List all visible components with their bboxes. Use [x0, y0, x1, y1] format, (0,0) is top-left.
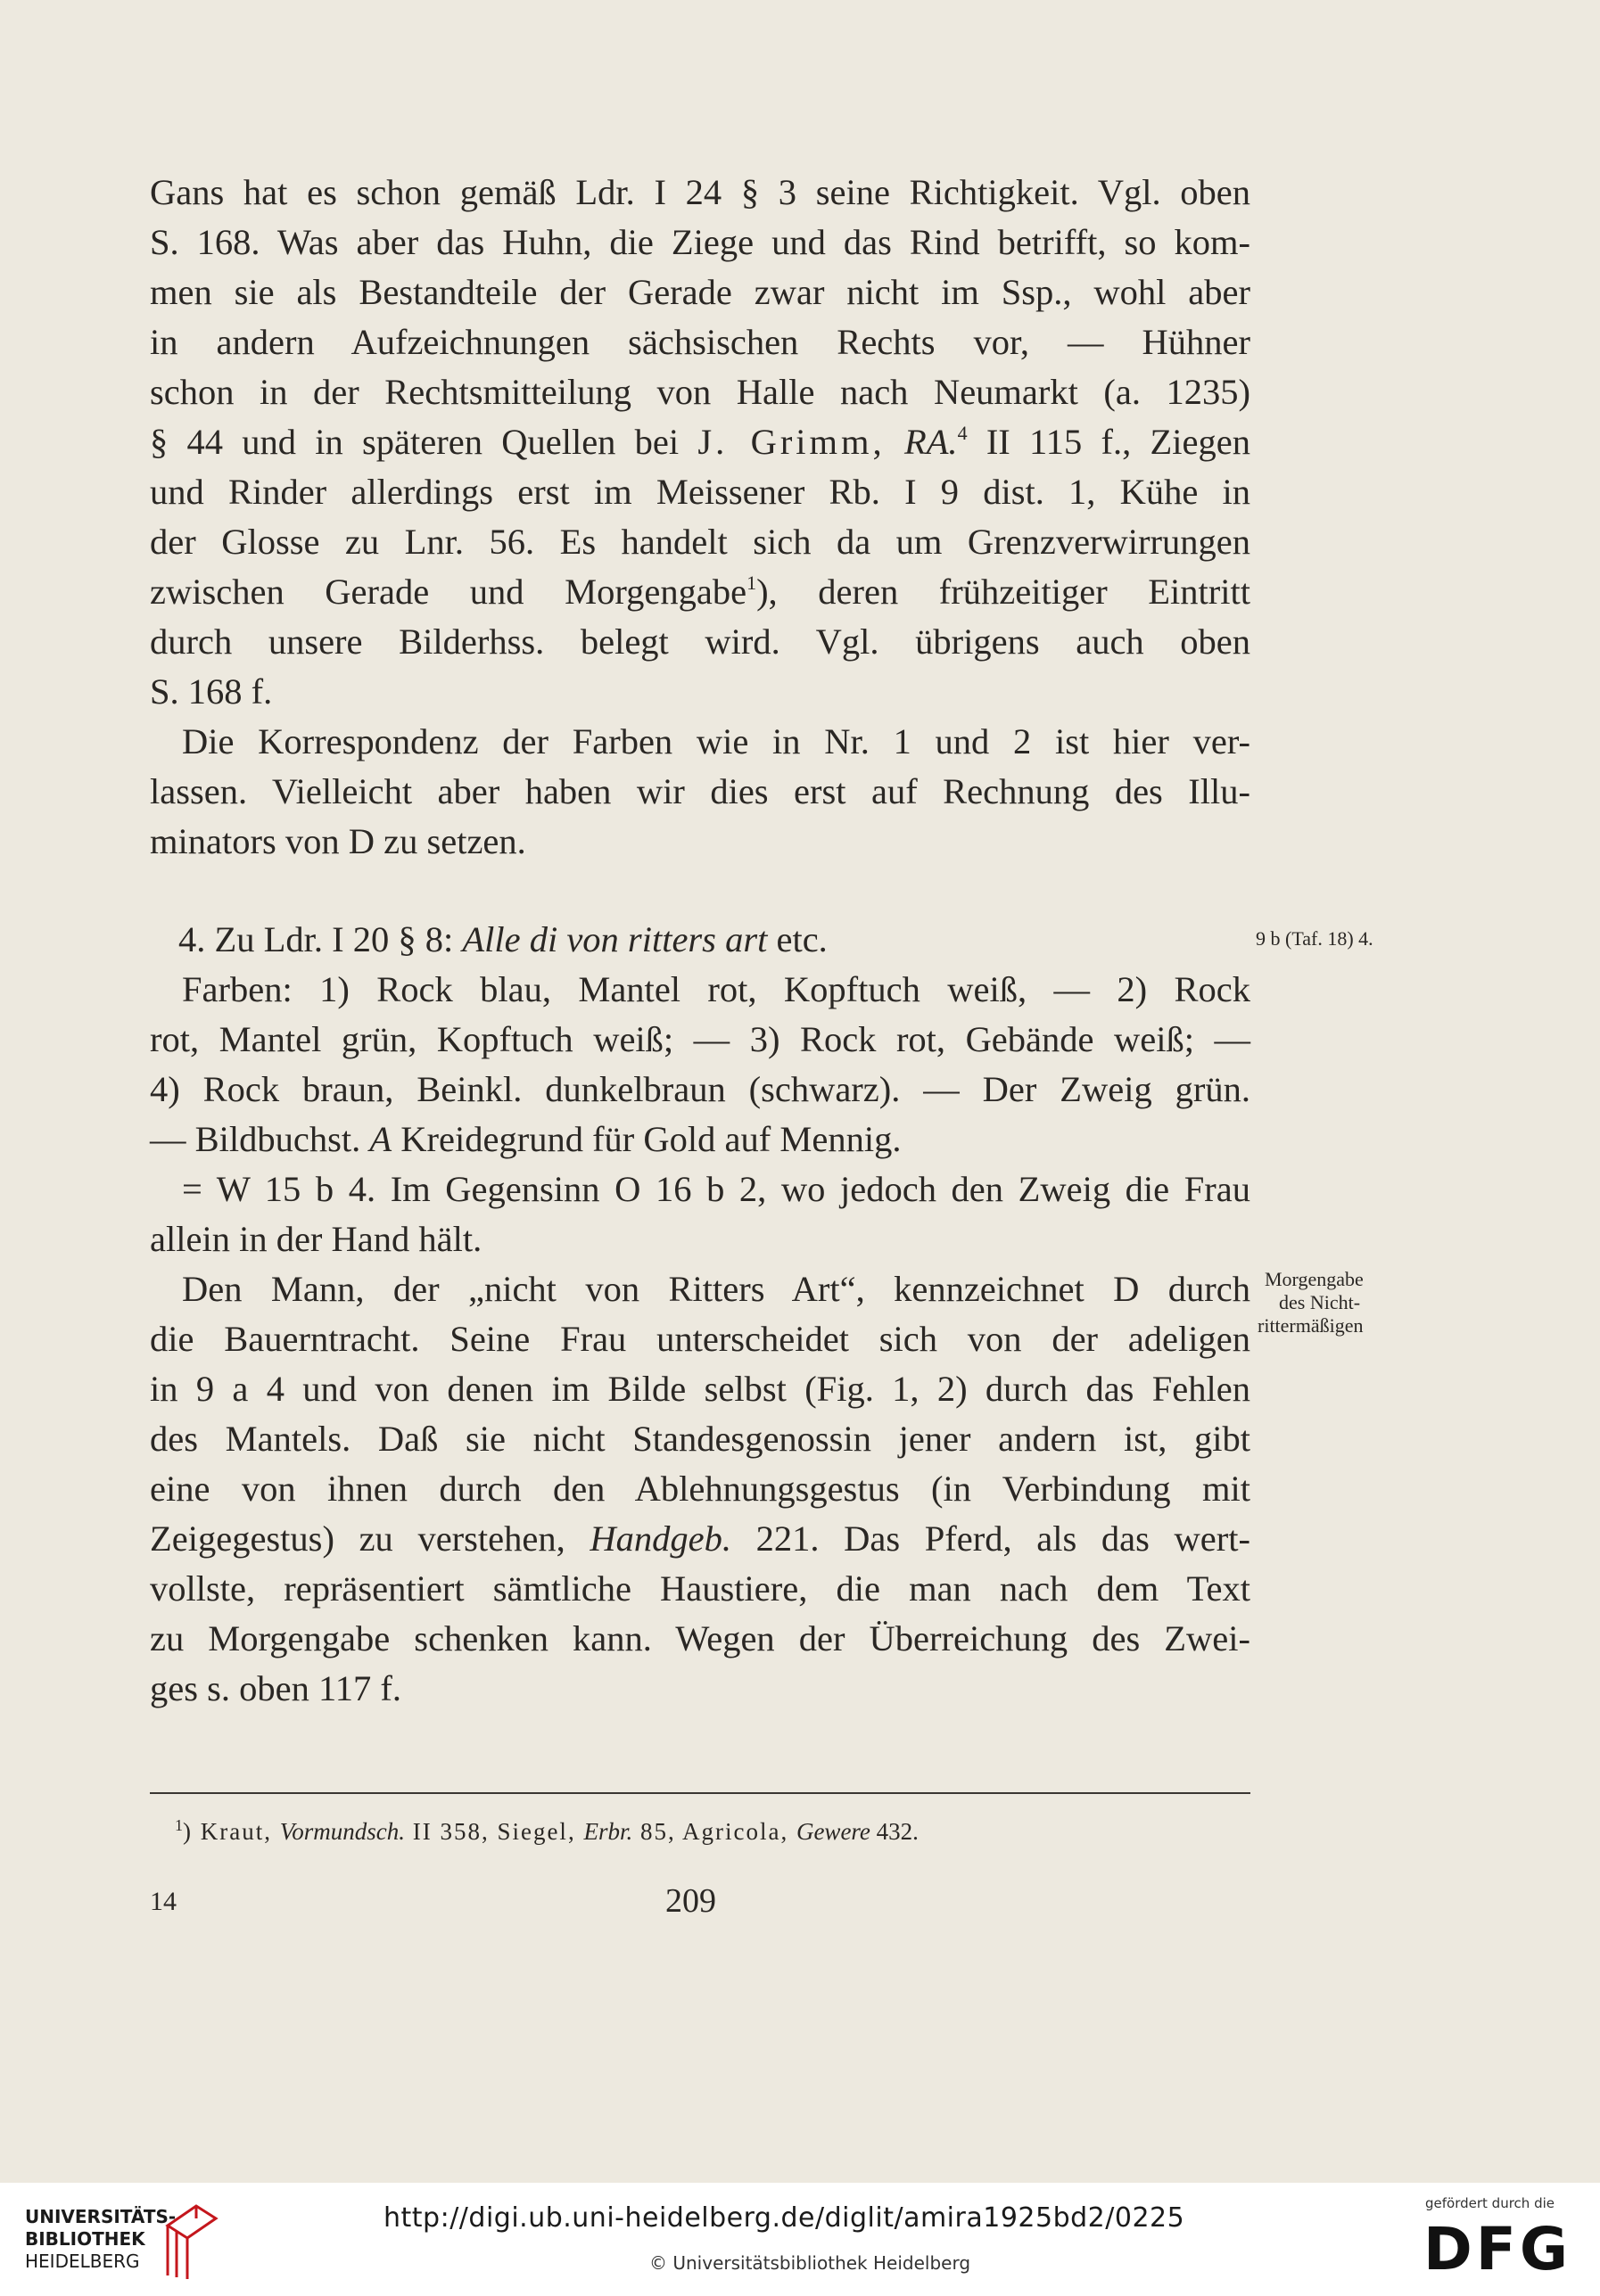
- text-segment: — Bildbuchst.: [150, 1119, 370, 1159]
- signature-mark: 14: [150, 1887, 177, 1916]
- text-line: [150, 567, 1250, 617]
- text-line: schon in der Rechtsmitteilung von Halle nach Neumarkt (a. 1235): [150, 372, 1250, 412]
- text-line: vollste, repräsentiert sämtliche Haustiere, die man nach dem Text: [150, 1568, 1250, 1609]
- work-title: Handgeb.: [590, 1518, 731, 1559]
- text-line: durch unsere Bilderhss. belegt wird. Vgl. übrigens auch oben: [150, 621, 1250, 662]
- section-heading: [150, 915, 1250, 965]
- text-segment: Kreidegrund für Gold auf Mennig.: [392, 1119, 902, 1159]
- text-line: lassen. Vielleicht aber haben wir dies erst auf Rechnung des Illu-: [150, 771, 1250, 811]
- library-line: HEIDELBERG: [25, 2251, 140, 2272]
- heading-quote: Alle di von ritters art: [462, 919, 768, 959]
- text-segment: II 358, Siegel,: [404, 1818, 584, 1845]
- page-number: 209: [665, 1882, 716, 1920]
- text-line: S. 168. Was aber das Huhn, die Ziege und das Rind betrifft, so kom-: [150, 222, 1250, 262]
- footnote-reference: 1: [746, 572, 757, 594]
- heading-prefix: 4. Zu Ldr. I 20 § 8:: [178, 919, 463, 959]
- text-line: und Rinder allerdings erst im Meissener Rb. I 9 dist. 1, Kühe in: [150, 472, 1250, 512]
- margin-reference: 9 b (Taf. 18) 4.: [1256, 927, 1373, 950]
- text-segment: Zeigegestus) zu verstehen,: [150, 1518, 590, 1559]
- text-line: S. 168 f.: [150, 671, 273, 712]
- text-line: 4) Rock braun, Beinkl. dunkelbraun (schwarz). — Der Zweig grün.: [150, 1069, 1250, 1109]
- author-name: J. Grimm,: [697, 422, 886, 462]
- text-segment: II 115 f., Ziegen: [967, 422, 1250, 462]
- text-line: Die Korrespondenz der Farben wie in Nr. 1 und 2 ist hier ver-: [182, 721, 1250, 761]
- dfg-logo-icon[interactable]: DFG: [1423, 2215, 1572, 2284]
- work-title: Gewere: [796, 1818, 870, 1845]
- text-line: men sie als Bestandteile der Gerade zwar nicht im Ssp., wohl aber: [150, 272, 1250, 312]
- copyright-notice: © Universitätsbibliothek Heidelberg: [649, 2252, 971, 2274]
- text-line: eine von ihnen durch den Ablehnungsgestus (in Verbindung mit: [150, 1469, 1250, 1509]
- text-line: zu Morgengabe schenken kann. Wegen der Überreichung des Zwei-: [150, 1618, 1250, 1658]
- text-segment: zwischen Gerade und Morgengabe: [150, 572, 747, 612]
- funder-label: gefördert durch die: [1425, 2195, 1555, 2211]
- margin-note-line: des Nicht-: [1279, 1291, 1361, 1313]
- footnote: [175, 1815, 919, 1847]
- library-name[interactable]: [25, 2206, 176, 2273]
- text-line: Farben: 1) Rock blau, Mantel rot, Kopftuch weiß, — 2) Rock: [182, 969, 1250, 1009]
- edition-superscript: 4: [957, 422, 968, 444]
- text-line: in andern Aufzeichnungen sächsischen Rechts vor, — Hühner: [150, 322, 1250, 362]
- text-segment: 432.: [870, 1818, 919, 1845]
- footnote-rule: [150, 1792, 1250, 1794]
- text-segment: § 44 und in späteren Quellen bei: [150, 422, 698, 462]
- library-logo-icon[interactable]: [164, 2201, 219, 2281]
- text-line: [150, 1514, 1250, 1564]
- library-line: UNIVERSITÄTS-: [25, 2206, 177, 2227]
- footnote-mark: 1: [175, 1816, 183, 1834]
- text-line: rot, Mantel grün, Kopftuch weiß; — 3) Rock rot, Gebände weiß; —: [150, 1019, 1250, 1059]
- text-line: des Mantels. Daß sie nicht Standesgenossin jener andern ist, gibt: [150, 1419, 1250, 1459]
- text-segment: ), deren frühzeitiger Eintritt: [756, 572, 1251, 612]
- text-segment: ) Kraut,: [183, 1818, 280, 1845]
- letter-label: A: [369, 1119, 392, 1159]
- text-line: Gans hat es schon gemäß Ldr. I 24 § 3 seine Richtigkeit. Vgl. oben: [150, 172, 1250, 212]
- work-title: Vormundsch.: [279, 1818, 405, 1845]
- work-title: Erbr.: [583, 1818, 633, 1845]
- text-line: der Glosse zu Lnr. 56. Es handelt sich da um Grenzverwirrungen: [150, 522, 1250, 562]
- permalink-url[interactable]: http://digi.ub.uni-heidelberg.de/diglit/amira1925bd2/0225: [384, 2202, 1185, 2234]
- work-title: RA.: [903, 422, 958, 462]
- text-line: minators von D zu setzen.: [150, 821, 526, 861]
- text-line: in 9 a 4 und von denen im Bilde selbst (Fig. 1, 2) durch das Fehlen: [150, 1369, 1250, 1409]
- text-line: [150, 1115, 1250, 1164]
- text-segment: 85, Agricola,: [632, 1818, 796, 1845]
- heading-suffix: etc.: [767, 919, 828, 959]
- text-line: die Bauerntracht. Seine Frau unterscheidet sich von der adeligen: [150, 1319, 1250, 1359]
- text-line: [150, 417, 1250, 467]
- margin-note-line: Morgengabe: [1265, 1268, 1364, 1290]
- text-line: ges s. oben 117 f.: [150, 1668, 401, 1708]
- text-line: allein in der Hand hält.: [150, 1219, 482, 1259]
- text-line: Den Mann, der „nicht von Ritters Art“, kennzeichnet D durch: [182, 1269, 1250, 1309]
- library-line: BIBLIOTHEK: [25, 2228, 145, 2250]
- footer-bar: [0, 2183, 1600, 2296]
- text-line: = W 15 b 4. Im Gegensinn O 16 b 2, wo jedoch den Zweig die Frau: [182, 1169, 1250, 1209]
- text-segment: 221. Das Pferd, als das wert-: [731, 1518, 1250, 1559]
- margin-note-line: rittermäßigen: [1258, 1314, 1364, 1337]
